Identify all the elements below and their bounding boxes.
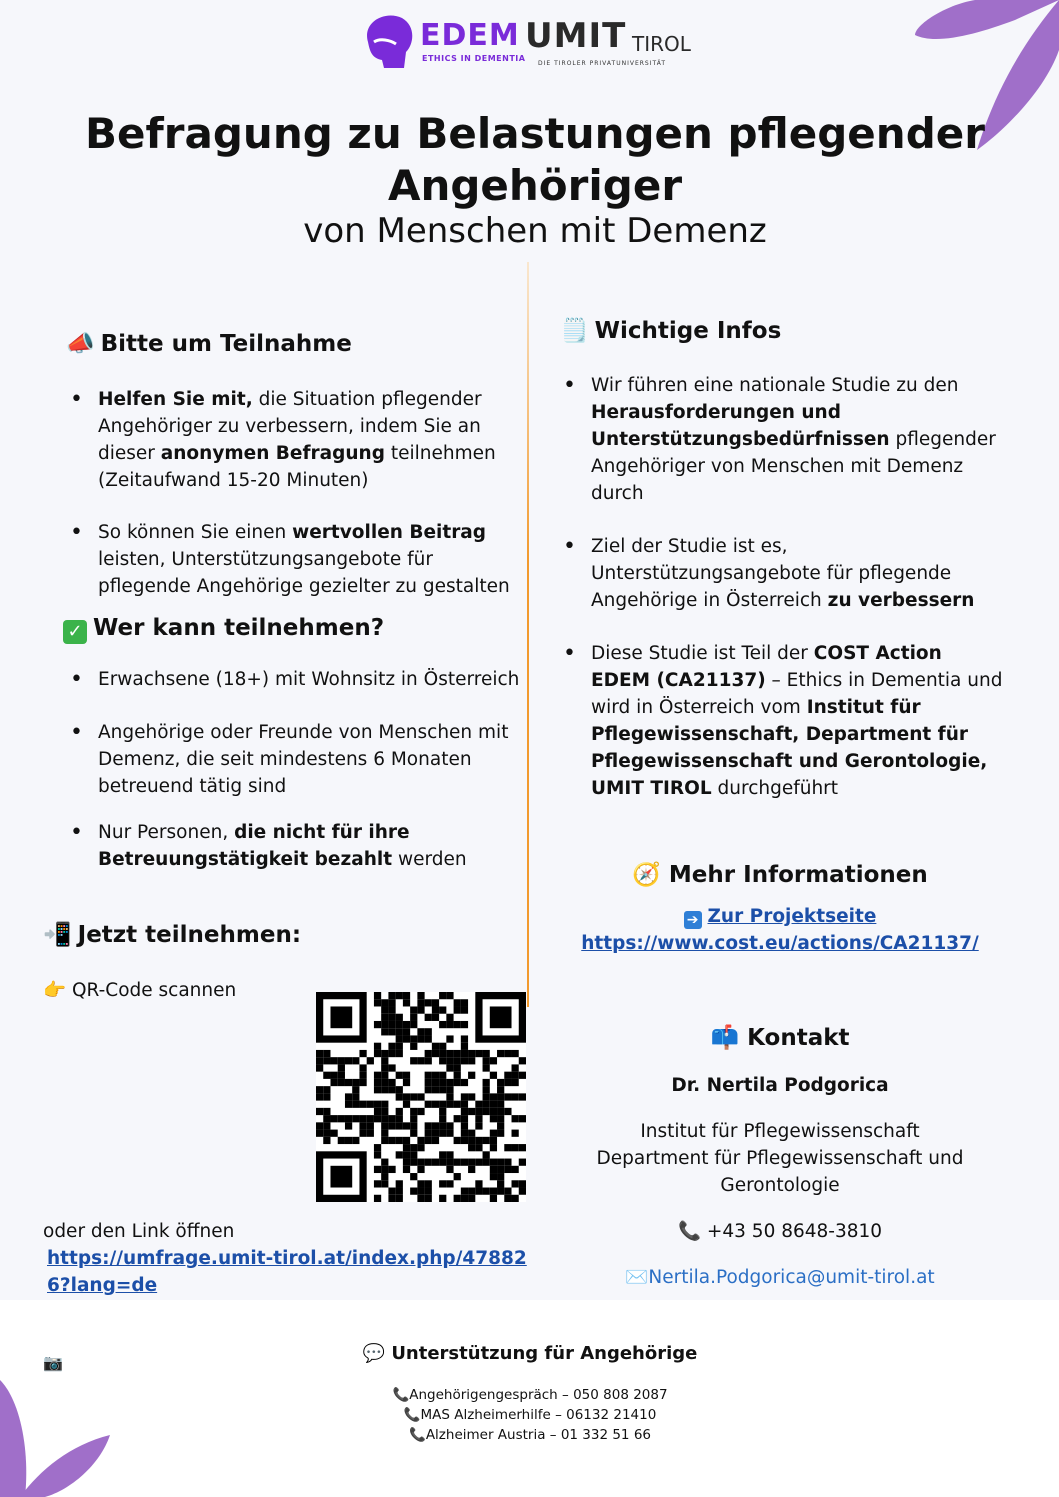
more-info-heading-text: Mehr Informationen <box>668 862 928 888</box>
text: leisten, Unterstützungsangebote für pflegende Angehörige gezielter zu gestalten <box>98 549 510 597</box>
text: – Ethics in Dementia und wird in Österreich vom <box>591 670 1003 718</box>
edem-head-icon <box>360 12 416 70</box>
bold-text: anonymen Befragung <box>160 443 385 464</box>
contact-institution-3: Gerontologie <box>720 1175 840 1196</box>
text: werden <box>392 849 467 870</box>
qr-code[interactable] <box>316 992 526 1202</box>
link-intro-text: oder den Link öffnen <box>43 1221 235 1242</box>
more-info-heading <box>540 862 1020 889</box>
infos-list <box>553 372 1003 802</box>
survey-link-wrapper <box>43 1245 533 1299</box>
page-subtitle: von Menschen mit Demenz <box>303 211 767 251</box>
bold-text: zu verbessern <box>827 590 975 611</box>
list-item <box>553 372 1003 507</box>
project-page-link[interactable]: Zur Projektseite <box>707 906 877 927</box>
helpline-item <box>260 1425 800 1445</box>
contact-phone-text[interactable]: +43 50 8648-3810 <box>706 1221 883 1242</box>
telephone-icon: 📞 <box>677 1221 701 1242</box>
survey-link[interactable]: https://umfrage.umit-tirol.at/index.php/478826?lang=de <box>47 1248 527 1296</box>
more-info-section <box>540 862 1020 957</box>
helpline-text: Angehörigengespräch – 050 808 2087 <box>409 1387 668 1403</box>
project-link-row <box>540 903 1020 930</box>
project-url-link[interactable]: https://www.cost.eu/actions/CA21137/ <box>581 933 979 954</box>
camera-icon: 📷 <box>43 1353 63 1372</box>
list-item <box>553 640 1003 802</box>
participation-heading <box>66 330 352 357</box>
helpline-text: MAS Alzheimerhilfe – 06132 21410 <box>420 1407 657 1423</box>
contact-phone <box>540 1218 1020 1245</box>
participation-heading-text: Bitte um Teilnahme <box>100 331 352 357</box>
title-line-2: Angehöriger <box>387 161 683 210</box>
list-item <box>60 666 525 693</box>
contact-section <box>540 1025 1020 1291</box>
helpline-text: Alzheimer Austria – 01 332 51 66 <box>425 1427 651 1443</box>
text: Wir führen eine nationale Studie zu den <box>591 375 959 396</box>
footer-heading-text: Unterstützung für Angehörige <box>391 1343 698 1364</box>
compass-icon: 🧭 <box>632 862 661 888</box>
footer-heading <box>260 1343 800 1364</box>
document-icon: 🗒️ <box>560 318 589 344</box>
speech-bubble-icon: 💬 <box>362 1343 386 1364</box>
umit-logo-text: UMIT <box>525 16 627 56</box>
text: pflegender Angehöriger von Menschen mit Demenz durch <box>591 429 996 504</box>
pointing-hand-icon: 👉 <box>43 980 67 1001</box>
telephone-icon: 📞 <box>409 1427 426 1443</box>
contact-heading <box>540 1025 1020 1052</box>
participation-list <box>60 386 510 600</box>
telephone-icon: 📞 <box>392 1387 410 1403</box>
text: Diese Studie ist Teil der <box>591 643 814 664</box>
check-box-icon: ✓ <box>63 620 87 644</box>
infos-heading-text: Wichtige Infos <box>594 318 782 344</box>
text: Angehörige oder Freunde von Menschen mit Demenz, die seit mindestens 6 Monaten betreuend tätig sind <box>98 722 509 797</box>
contact-email <box>540 1264 1020 1291</box>
header-logos <box>360 10 700 70</box>
mailbox-icon: 📫 <box>710 1025 740 1051</box>
eligibility-list <box>60 666 525 873</box>
column-divider <box>527 262 529 1007</box>
eligibility-heading-text: Wer kann teilnehmen? <box>93 615 385 641</box>
contact-heading-text: Kontakt <box>747 1025 850 1051</box>
envelope-icon: ✉️ <box>625 1267 649 1288</box>
eligibility-heading <box>63 615 384 644</box>
leaf-decoration-bottom-left <box>0 1360 120 1497</box>
contact-institution-2: Department für Pflegewissenschaft und <box>596 1148 964 1169</box>
text: teilnehmen (Zeitaufwand 15-20 Minuten) <box>98 443 496 491</box>
footer-helplines <box>260 1385 800 1445</box>
phone-arrow-icon: 📲 <box>43 922 72 948</box>
bold-text: Institut für Pflegewissenschaft, Department für Pflegewissenschaft und Gerontologie, UMIT TIROL <box>591 697 988 799</box>
bold-text: wertvollen Beitrag <box>292 522 487 543</box>
list-item <box>553 533 1003 614</box>
bold-text: die nicht für ihre Betreuungstätigkeit bezahlt <box>98 822 410 870</box>
contact-institution-1: Institut für Pflegewissenschaft <box>640 1121 920 1142</box>
list-item <box>60 819 525 873</box>
text: Erwachsene (18+) mit Wohnsitz in Österreich <box>98 669 520 690</box>
list-item <box>60 519 510 600</box>
helpline-item <box>260 1405 800 1425</box>
link-intro <box>43 1218 533 1299</box>
participate-now-heading-text: Jetzt teilnehmen: <box>77 922 302 948</box>
umit-logo-subtitle: DIE TIROLER PRIVATUNIVERSITÄT <box>538 60 666 67</box>
title-line-1: Befragung zu Belastungen pflegender <box>85 109 985 158</box>
bold-text: COST Action EDEM (CA21137) <box>591 643 942 691</box>
qr-hint-text: QR-Code scannen <box>71 980 237 1001</box>
page-title <box>40 108 1030 212</box>
project-url-row <box>540 930 1020 957</box>
text: Ziel der Studie ist es, Unterstützungsangebote für pflegende Angehörige in Österreich <box>591 536 952 611</box>
bold-text: Helfen Sie mit, <box>98 389 253 410</box>
participate-now-heading <box>43 921 301 948</box>
text: durchgeführt <box>711 778 839 799</box>
list-item <box>60 719 525 800</box>
megaphone-icon: 📣 <box>66 331 95 357</box>
list-item <box>60 386 510 494</box>
umit-logo-tirol: TIROL <box>632 32 691 56</box>
edem-logo-text: EDEM <box>420 18 520 53</box>
contact-name: Dr. Nertila Podgorica <box>671 1075 889 1096</box>
qr-hint <box>43 979 236 1001</box>
text: So können Sie einen <box>98 522 293 543</box>
contact-email-link[interactable]: Nertila.Podgorica@umit-tirol.at <box>648 1267 935 1288</box>
text: die Situation pflegender Angehöriger zu verbessern, indem Sie an dieser <box>98 389 482 464</box>
arrow-right-icon: ➔ <box>684 911 702 929</box>
infos-heading <box>560 317 781 344</box>
bold-text: Herausforderungen und Unterstützungsbedürfnissen <box>591 402 890 450</box>
helpline-item <box>260 1385 800 1405</box>
edem-logo-subtitle: ETHICS IN DEMENTIA <box>422 54 526 63</box>
text: Nur Personen, <box>98 822 235 843</box>
telephone-icon: 📞 <box>403 1407 421 1423</box>
